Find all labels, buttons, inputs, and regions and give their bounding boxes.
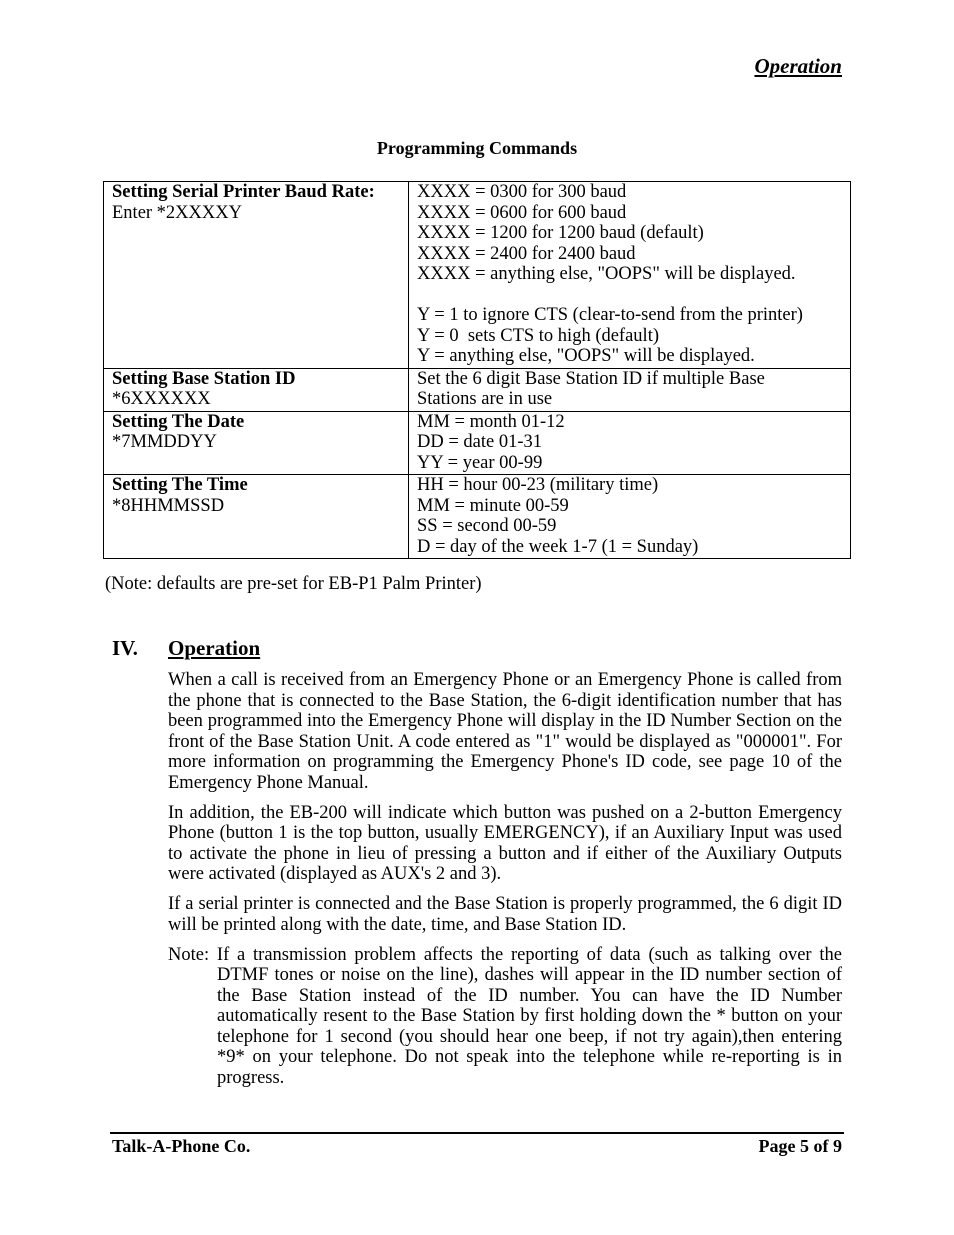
command-code: *7MMDDYY — [112, 432, 217, 452]
description-line: Y = 1 to ignore CTS (clear-to-send from the printer) — [417, 305, 803, 325]
description-line: MM = month 01-12 — [417, 411, 565, 432]
command-code: Enter *2XXXXY — [112, 202, 242, 223]
footer-page-number: Page 5 of 9 — [758, 1136, 842, 1156]
description-line: MM = minute 00-59 — [417, 495, 569, 516]
command-title: Setting The Time — [112, 475, 248, 495]
section-number: IV. — [112, 636, 138, 660]
command-title: Setting Base Station ID — [112, 368, 296, 389]
description-line: DD = date 01-31 — [417, 432, 543, 452]
body-paragraph: If a serial printer is connected and the Base Station is properly programmed, the 6 digit ID will be printed along with the date, time, and Base Station ID. — [168, 894, 842, 935]
command-cell — [104, 411, 409, 475]
description-line: Y = 0 sets CTS to high (default) — [417, 325, 659, 346]
command-title: Setting Serial Printer Baud Rate: — [112, 182, 375, 202]
command-code: *6XXXXXX — [112, 389, 211, 409]
table-row — [104, 368, 851, 411]
command-cell — [104, 368, 409, 411]
command-title: Setting The Date — [112, 411, 245, 432]
description-line: SS = second 00-59 — [417, 516, 557, 536]
table-row — [104, 182, 851, 369]
table-row — [104, 475, 851, 559]
description-line: XXXX = 0600 for 600 baud — [417, 202, 627, 223]
description-cell — [409, 182, 851, 369]
description-line: XXXX = anything else, "OOPS" will be displayed. — [417, 264, 796, 284]
table-row — [104, 411, 851, 475]
description-cell — [409, 368, 851, 411]
body-paragraph: When a call is received from an Emergency Phone or an Emergency Phone is called from the phone that is connected to the Base Station, the 6-digit identification number that has been programmed into the Emergency Phone will display in the ID Number Section on the front of the Base Station Unit. A code entered as "1" would be displayed as "000001". For more information on programming the Emergency Phone's ID code, see page 10 of the Emergency Phone Manual. — [168, 670, 842, 793]
description-line: YY = year 00-99 — [417, 452, 543, 473]
description-cell — [409, 475, 851, 559]
section-title: Operation — [168, 636, 261, 660]
running-header: Operation — [754, 54, 842, 78]
description-cell — [409, 411, 851, 475]
section-body — [168, 670, 842, 1098]
description-line: XXXX = 2400 for 2400 baud — [417, 243, 636, 264]
description-line: HH = hour 00-23 (military time) — [417, 475, 659, 495]
defaults-note: (Note: defaults are pre-set for EB-P1 Palm Printer) — [105, 574, 482, 594]
programming-commands-table — [103, 181, 851, 559]
footer-divider — [110, 1132, 844, 1134]
description-spacer — [417, 285, 843, 306]
footer-company: Talk-A-Phone Co. — [112, 1136, 251, 1156]
command-code: *8HHMMSSD — [112, 495, 225, 516]
description-line: Set the 6 digit Base Station ID if multiple Base — [417, 368, 765, 389]
description-line: Y = anything else, "OOPS" will be displayed. — [417, 346, 755, 366]
description-line: D = day of the week 1-7 (1 = Sunday) — [417, 536, 699, 557]
table-body — [104, 182, 851, 559]
description-line: XXXX = 1200 for 1200 baud (default) — [417, 223, 704, 243]
description-line: Stations are in use — [417, 389, 553, 409]
transmission-note: Note: If a transmission problem affects the reporting of data (such as talking over the DTMF tones or noise on the line), dashes will appear in the ID number section of the Base Station instead of the ID number. You can have the ID Number automatically resent to the Base Station by first holding down the * button on your telephone for 1 second (you should hear one beep, if not try again),then entering *9* on your telephone. Do not speak into the telephone while re-reporting is in progress. — [168, 944, 842, 1088]
command-cell — [104, 475, 409, 559]
table-title: Programming Commands — [376, 138, 578, 158]
body-paragraph: In addition, the EB-200 will indicate which button was pushed on a 2-button Emergency Phone (button 1 is the top button, usually EMERGENCY), if an Auxiliary Input was used to activate the phone in lieu of pressing a button and if either of the Auxiliary Outputs were activated (displayed as AUX's 2 and 3). — [168, 802, 842, 884]
description-line: XXXX = 0300 for 300 baud — [417, 182, 627, 202]
command-cell — [104, 182, 409, 369]
